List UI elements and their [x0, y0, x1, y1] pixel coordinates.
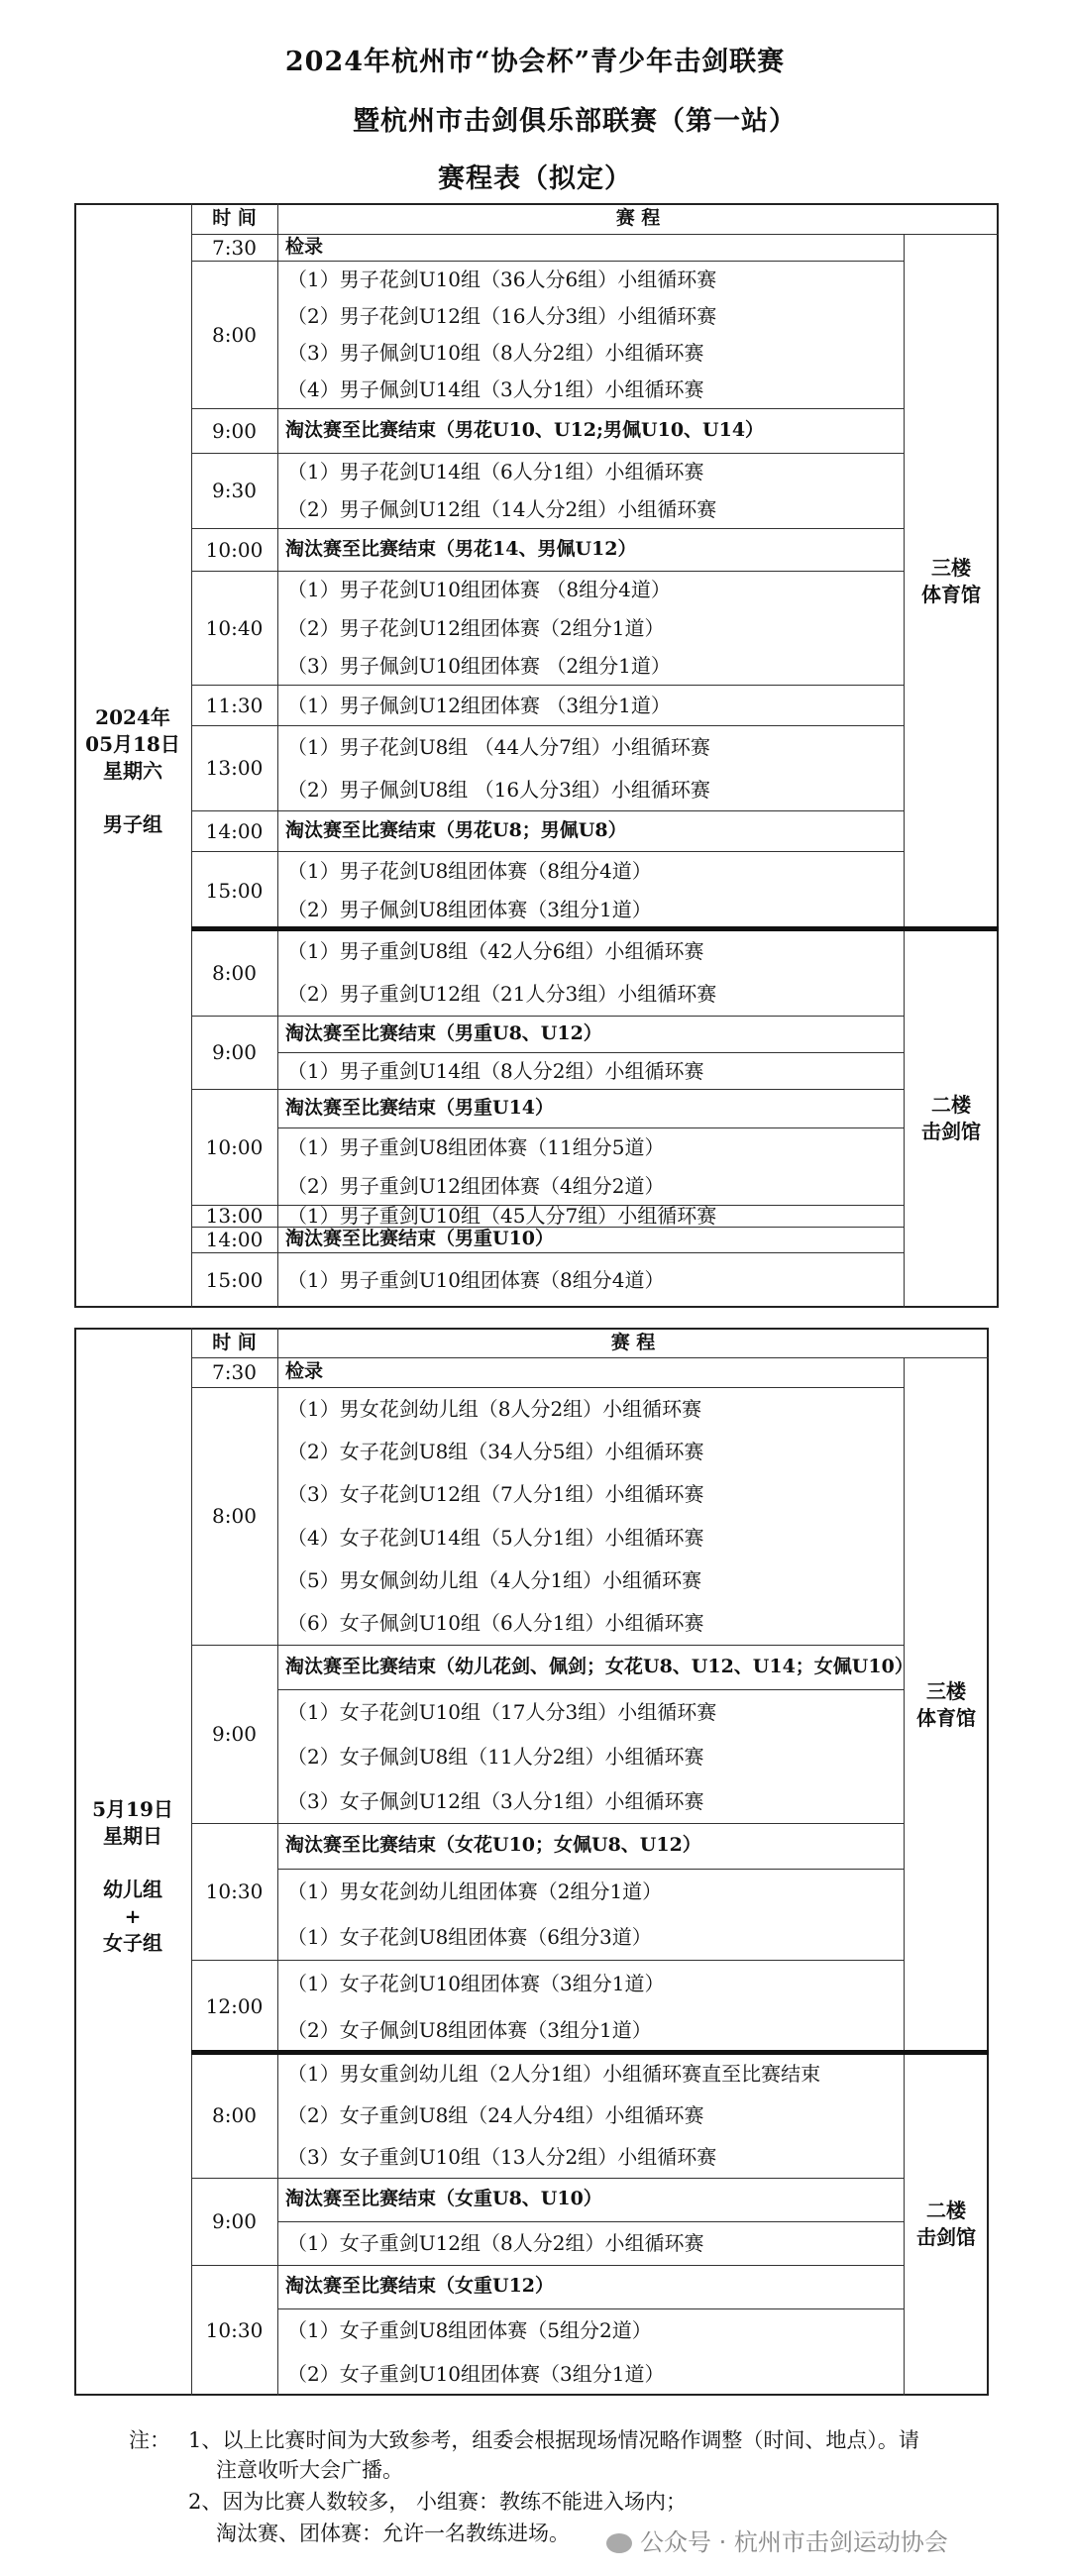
day2-event-item: （2）女子重剑U8组（24人分4组）小组循环赛	[287, 2103, 704, 2127]
title-line-2: 暨杭州市击剑俱乐部联赛（第一站）	[353, 106, 797, 137]
day1-header-time: 时 间	[212, 207, 257, 229]
day2-event-item: （3）女子佩剑U12组（3人分1组）小组循环赛	[287, 1788, 704, 1813]
day2-hline	[277, 2308, 904, 2309]
day1-event-item: 检录	[285, 235, 324, 258]
day1-event-item: （1）男子花剑U10组团体赛 （8组分4道）	[287, 578, 671, 602]
day1-hline	[191, 453, 904, 454]
day1-time-cell: 7:30	[212, 235, 257, 260]
day2-hline	[191, 1387, 904, 1388]
day1-event-item: （1）男子花剑U10组（36人分6组）小组循环赛	[287, 267, 717, 291]
day1-time-cell: 15:00	[205, 878, 264, 903]
day2-hline	[277, 1689, 904, 1690]
day1-event-item: （1）男子重剑U10组（45人分7组）小组循环赛	[287, 1204, 717, 1228]
title-line-1: 2024年杭州市“协会杯”青少年击剑联赛	[284, 47, 786, 77]
day2-header-time: 时 间	[212, 1332, 257, 1353]
day2-time-cell: 10:30	[205, 1879, 264, 1903]
day1-event-item: （2）男子重剑U12组团体赛（4组分2道）	[287, 1173, 665, 1198]
day1-hline	[277, 1052, 904, 1053]
day2-event-item: （1）女子重剑U12组（8人分2组）小组循环赛	[287, 2231, 704, 2255]
day2-event-item: （1）男女花剑幼儿组团体赛（2组分1道）	[287, 1879, 663, 1903]
day2-hline	[191, 2265, 904, 2266]
day2-event-item: （1）男女重剑幼儿组（2人分1组）小组循环赛直至比赛结束	[287, 2062, 821, 2086]
day1-event-item: （1）男子重剑U14组（8人分2组）小组循环赛	[287, 1058, 704, 1083]
day2-event-item: （1）女子花剑U8组团体赛（6组分3道）	[287, 1925, 652, 1949]
day1-hline	[191, 408, 904, 409]
day1-hline	[191, 528, 904, 529]
day1-hline	[191, 234, 999, 235]
day1-hline	[191, 1016, 904, 1017]
day1-hline	[191, 571, 904, 572]
day1-event-item: （1）男子重剑U10组团体赛（8组分4道）	[287, 1268, 665, 1292]
day2-hline	[191, 1960, 904, 1961]
day1-event-item: （1）男子重剑U8组团体赛（11组分5道）	[287, 1134, 665, 1159]
day2-event-item: （2）女子重剑U10组团体赛（3组分1道）	[287, 2362, 665, 2386]
note-2-line-1: 2、因为比赛人数较多， 小组赛：教练不能进入场内；	[188, 2490, 688, 2514]
day2-time-cell: 12:00	[205, 1994, 264, 2018]
day2-event-item: （3）女子花剑U12组（7人分1组）小组循环赛	[287, 1482, 704, 1507]
day1-event-item: （1）男子花剑U8组团体赛（8组分4道）	[287, 858, 652, 883]
day1-day-label: 2024年 05月18日 星期六 男子组	[85, 704, 180, 836]
day2-event-item: （2）女子花剑U8组（34人分5组）小组循环赛	[287, 1440, 704, 1463]
day2-event-item: 淘汰赛至比赛结束（女重U8、U10）	[285, 2188, 602, 2209]
day1-venue-b: 二楼 击剑馆	[921, 1093, 981, 1143]
day1-section-divider	[191, 926, 999, 931]
day2-event-item: （3）女子重剑U10组（13人分2组）小组循环赛	[287, 2145, 717, 2169]
title-line-3: 赛程表（拟定）	[438, 163, 632, 194]
day2-event-item: 淘汰赛至比赛结束（女花U10；女佩U8、U12）	[285, 1834, 701, 1856]
day1-event-item: （1）男子花剑U8组 （44人分7组）小组循环赛	[287, 734, 710, 759]
day1-event-item: 淘汰赛至比赛结束（男重U8、U12）	[285, 1021, 602, 1044]
day1-hline	[191, 810, 904, 811]
day1-time-cell: 10:40	[205, 615, 264, 640]
day1-event-item: （4）男子佩剑U14组（3人分1组）小组循环赛	[287, 377, 704, 402]
day1-event-item: （2）男子重剑U12组（21人分3组）小组循环赛	[287, 982, 717, 1007]
day1-hline	[191, 685, 904, 686]
day1-vline	[277, 203, 278, 1308]
day1-time-cell: 15:00	[205, 1268, 264, 1292]
day2-time-cell: 10:30	[205, 2318, 264, 2342]
day1-event-item: 淘汰赛至比赛结束（男花U10、U12;男佩U10、U14）	[285, 418, 765, 441]
day1-event-item: （3）男子佩剑U10组团体赛 （2组分1道）	[287, 653, 671, 678]
day1-event-item: 淘汰赛至比赛结束（男花U8；男佩U8）	[285, 818, 627, 841]
day1-time-cell: 9:00	[212, 418, 257, 443]
day2-event-item: （2）女子佩剑U8组团体赛（3组分1道）	[287, 2017, 652, 2042]
day1-hline	[277, 1127, 904, 1128]
day2-vline	[277, 1328, 278, 2396]
day2-event-item: （2）女子佩剑U8组（11人分2组）小组循环赛	[287, 1744, 704, 1769]
day1-event-item: （2）男子佩剑U12组（14人分2组）小组循环赛	[287, 497, 717, 521]
day1-event-item: （3）男子佩剑U10组（8人分2组）小组循环赛	[287, 341, 704, 366]
day2-event-item: （1）男女花剑幼儿组（8人分2组）小组循环赛	[287, 1396, 702, 1421]
day2-time-cell: 8:00	[212, 2103, 257, 2127]
day1-time-cell: 9:00	[212, 1040, 257, 1064]
day2-event-item: （6）女子佩剑U10组（6人分1组）小组循环赛	[287, 1611, 704, 1636]
watermark	[606, 2522, 948, 2557]
day2-hline	[277, 2221, 904, 2222]
note-1-line-1: 1、以上比赛时间为大致参考，组委会根据现场情况略作调整（时间、地点）。请	[188, 2428, 919, 2452]
wechat-icon	[606, 2533, 632, 2553]
day2-hline	[191, 1823, 904, 1824]
day2-event-item: （1）女子重剑U8组团体赛（5组分2道）	[287, 2318, 652, 2342]
day2-hline	[191, 1645, 904, 1646]
day2-time-cell: 9:00	[212, 2209, 257, 2233]
day1-hline	[191, 725, 904, 726]
day1-time-cell: 8:00	[212, 322, 257, 347]
note-2-line-2: 淘汰赛、团体赛：允许一名教练进场。	[216, 2522, 570, 2545]
day1-header-schedule: 赛 程	[615, 207, 661, 229]
day1-event-item: （2）男子花剑U12组团体赛（2组分1道）	[287, 615, 665, 640]
day2-event-item: （1）女子花剑U10组团体赛（3组分1道）	[287, 1971, 665, 1995]
day2-day-label: 5月19日 星期日 幼儿组 + 女子组	[92, 1797, 173, 1955]
day1-time-cell: 11:30	[205, 693, 264, 717]
day2-hline	[191, 2178, 904, 2179]
day1-time-cell: 13:00	[205, 1204, 264, 1228]
day2-event-item: （4）女子花剑U14组（5人分1组）小组循环赛	[287, 1525, 704, 1550]
day2-hline	[191, 1357, 989, 1358]
day1-event-item: （2）男子佩剑U8组团体赛（3组分1道）	[287, 898, 652, 922]
day2-time-cell: 7:30	[212, 1360, 257, 1384]
day2-event-item: （1）女子花剑U10组（17人分3组）小组循环赛	[287, 1699, 717, 1724]
day1-event-item: 淘汰赛至比赛结束（男重U10）	[285, 1228, 555, 1249]
day1-hline	[191, 851, 904, 852]
day1-hline	[191, 261, 904, 262]
day1-event-item: 淘汰赛至比赛结束（男重U14）	[285, 1096, 555, 1119]
day1-time-cell: 14:00	[205, 818, 264, 843]
day2-time-cell: 8:00	[212, 1504, 257, 1528]
notes-prefix: 注：	[129, 2428, 170, 2452]
day1-event-item: （1）男子佩剑U12组团体赛 （3组分1道）	[287, 693, 671, 717]
day1-event-item: 淘汰赛至比赛结束（男花14、男佩U12）	[285, 537, 637, 560]
day1-event-item: （1）男子花剑U14组（6人分1组）小组循环赛	[287, 460, 704, 483]
day1-time-cell: 10:00	[205, 1134, 264, 1159]
day1-event-item: （2）男子佩剑U8组 （16人分3组）小组循环赛	[287, 777, 710, 802]
day2-header-schedule: 赛 程	[610, 1332, 656, 1353]
day2-venue-b: 二楼 击剑馆	[916, 2199, 976, 2249]
day1-time-cell: 9:30	[212, 479, 257, 502]
day2-event-item: 淘汰赛至比赛结束（幼儿花剑、佩剑；女花U8、U12、U14；女佩U10）	[285, 1655, 913, 1677]
note-1-line-2: 注意收听大会广播。	[216, 2458, 403, 2482]
day1-time-cell: 13:00	[205, 756, 264, 780]
day1-time-cell: 10:00	[205, 537, 264, 562]
day2-event-item: （5）男女佩剑幼儿组（4人分1组）小组循环赛	[287, 1568, 702, 1592]
watermark-text: 公众号 · 杭州市击剑运动协会	[640, 2528, 948, 2556]
day1-hline	[191, 1252, 904, 1253]
day2-event-item: 淘汰赛至比赛结束（女重U12）	[285, 2275, 555, 2297]
day1-venue-a: 三楼 体育馆	[921, 556, 981, 606]
day2-time-cell: 9:00	[212, 1722, 257, 1746]
day2-venue-a: 三楼 体育馆	[916, 1679, 976, 1730]
day2-section-divider	[191, 2050, 989, 2055]
day1-hline	[191, 1089, 904, 1090]
day1-time-cell: 8:00	[212, 960, 257, 985]
day2-event-item: 检录	[285, 1360, 324, 1382]
day1-time-cell: 14:00	[205, 1228, 264, 1251]
day1-event-item: （2）男子花剑U12组（16人分3组）小组循环赛	[287, 303, 717, 328]
day1-event-item: （1）男子重剑U8组（42人分6组）小组循环赛	[287, 938, 704, 963]
day2-hline	[277, 1869, 904, 1870]
